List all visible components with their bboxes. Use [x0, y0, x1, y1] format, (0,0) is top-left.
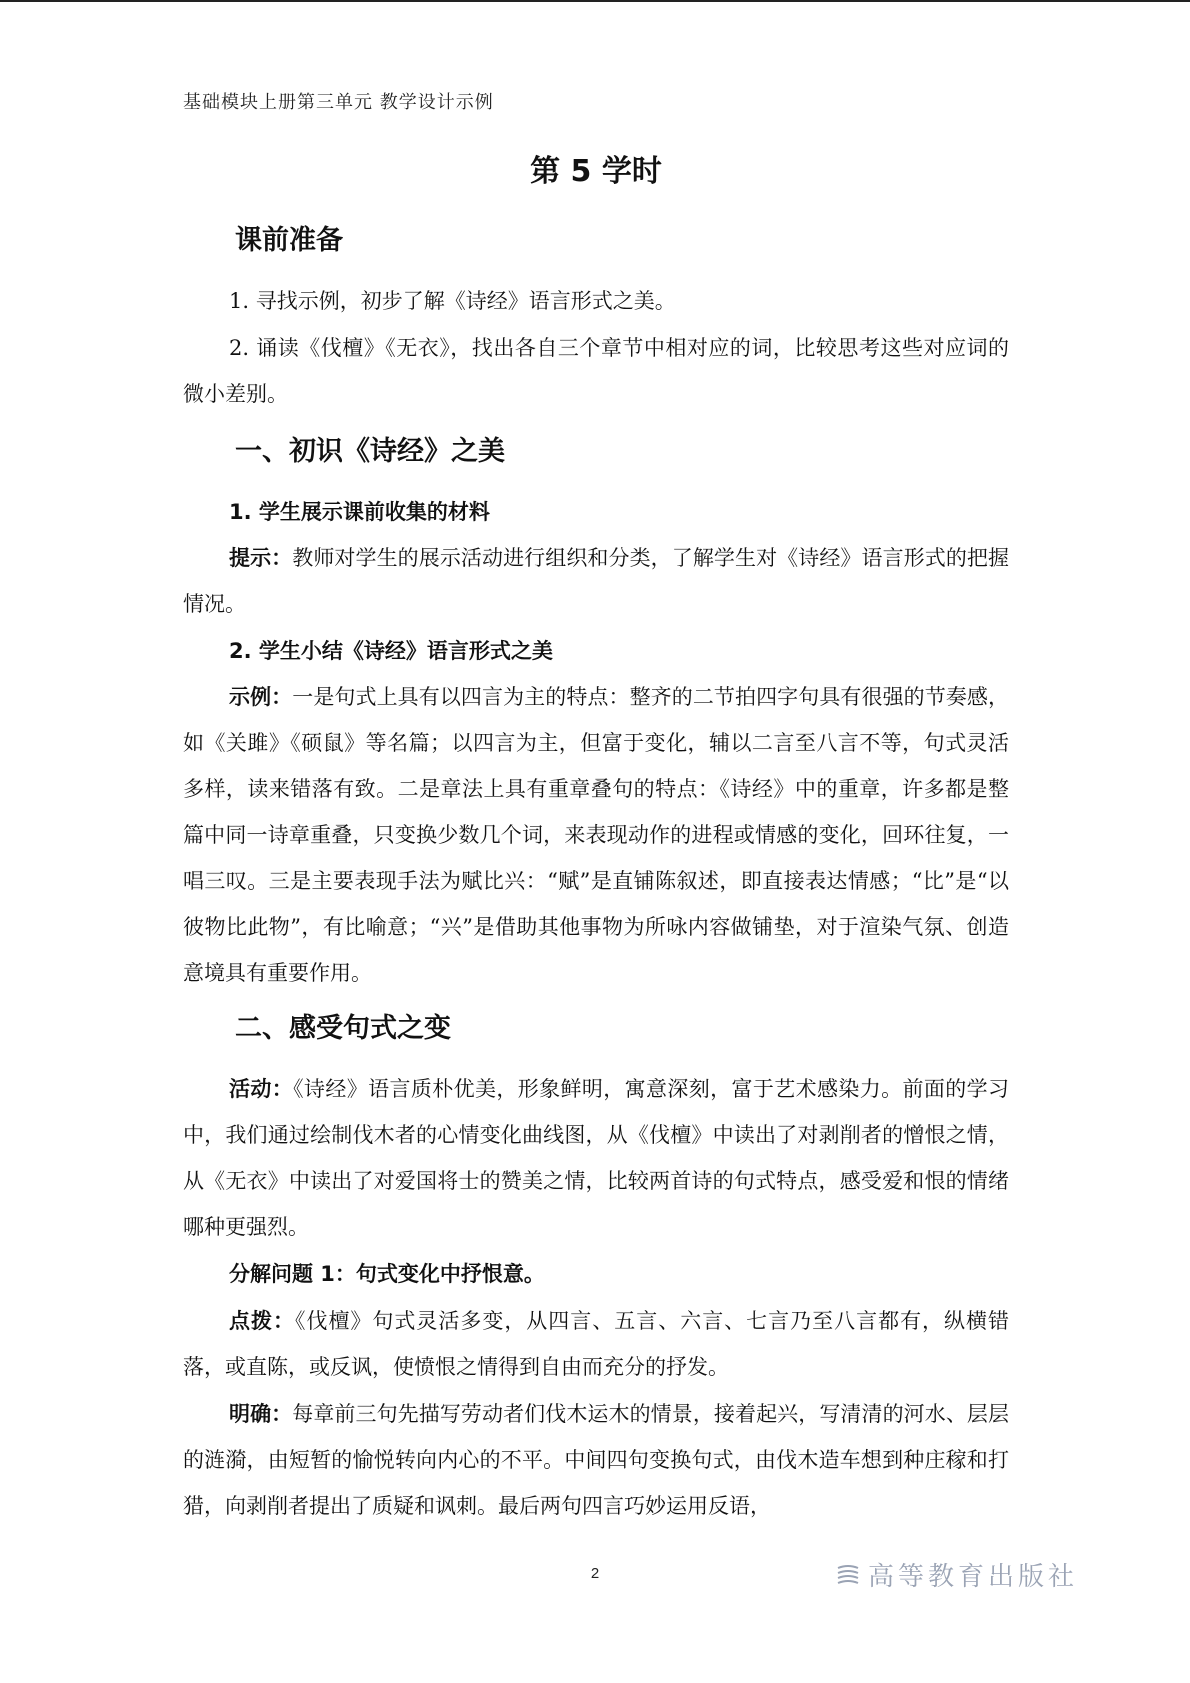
tip-text: 教师对学生的展示活动进行组织和分类，了解学生对《诗经》语言形式的把握情况。	[183, 546, 1009, 616]
prep-item-2: 2. 诵读《伐檀》《无衣》，找出各自三个章节中相对应的词，比较思考这些对应词的微小差别。	[183, 336, 1009, 406]
hint-text: 《伐檀》句式灵活多变，从四言、五言、六言、七言乃至八言都有，纵横错落，或直陈，或反讽，使愤恨之情得到自由而充分的抒发。	[183, 1309, 1010, 1379]
example-text: 一是句式上具有以四言为主的特点：整齐的二节拍四字句具有很强的节奏感，如《关雎》《硕鼠》等名篇；以四言为主，但富于变化，辅以二言至八言不等，句式灵活多样，读来错落有致。二是章法上具有重章叠句的特点：《诗经》中的重章，许多都是整篇中同一诗章重叠，只变换少数几个词，来表现动作的进程或情感的变化，回环往复，一唱三叹。三是主要表现手法为赋比兴：“赋”是直铺陈叙述，即直接表达情感；“比”是“以彼物比此物”，有比喻意；“兴”是借助其他事物为所咏内容做铺垫，对于渲染气氛、创造意境具有重要作用。	[183, 685, 1009, 985]
clarify-text: 每章前三句先描写劳动者们伐木运木的情景，接着起兴，写清清的河水、层层的涟漪，由短暂的愉悦转向内心的不平。中间四句变换句式，由伐木造车想到种庄稼和打猎，向剥削者提出了质疑和讽刺。最后两句四言巧妙运用反语，	[183, 1402, 1009, 1518]
clarify-paragraph	[183, 1391, 1009, 1529]
problem-1-paragraph	[183, 1251, 1009, 1297]
activity-label: 活动：	[229, 1077, 294, 1101]
section-1-sub-2: 2. 学生小结《诗经》语言形式之美	[229, 639, 553, 663]
hint-paragraph	[183, 1298, 1009, 1390]
publisher-mark	[836, 1556, 1078, 1593]
section-2-heading: 二、感受句式之变	[235, 1013, 451, 1044]
page-number: 2	[590, 1565, 600, 1582]
top-border-rule	[0, 0, 1190, 2]
clarify-label: 明确：	[229, 1402, 293, 1426]
publisher-logo-icon	[836, 1564, 860, 1586]
prep-heading: 课前准备	[235, 225, 343, 256]
activity-paragraph	[183, 1066, 1009, 1250]
example-paragraph	[183, 674, 1009, 996]
prep-item-1: 1. 寻找示例，初步了解《诗经》语言形式之美。	[229, 289, 676, 313]
page-content	[183, 150, 1009, 1530]
running-header: 基础模块上册第三单元 教学设计示例	[183, 92, 494, 113]
publisher-name: 高等教育出版社	[868, 1562, 1079, 1592]
page-title: 第 5 学时	[530, 154, 662, 189]
example-label: 示例：	[229, 685, 293, 709]
tip-paragraph	[183, 535, 1009, 627]
activity-text: 《诗经》语言质朴优美，形象鲜明，寓意深刻，富于艺术感染力。前面的学习中，我们通过绘制伐木者的心情变化曲线图，从《伐檀》中读出了对剥削者的憎恨之情，从《无衣》中读出了对爱国将士的赞美之情，比较两首诗的句式特点，感受爱和恨的情绪哪种更强烈。	[183, 1077, 1009, 1239]
tip-label: 提示：	[229, 546, 293, 570]
problem-1-text: 分解问题 1：句式变化中抒恨意。	[229, 1262, 545, 1286]
section-1-sub-1: 1. 学生展示课前收集的材料	[229, 500, 490, 524]
hint-label: 点拨：	[229, 1309, 295, 1333]
section-1-heading: 一、初识《诗经》之美	[235, 436, 505, 467]
